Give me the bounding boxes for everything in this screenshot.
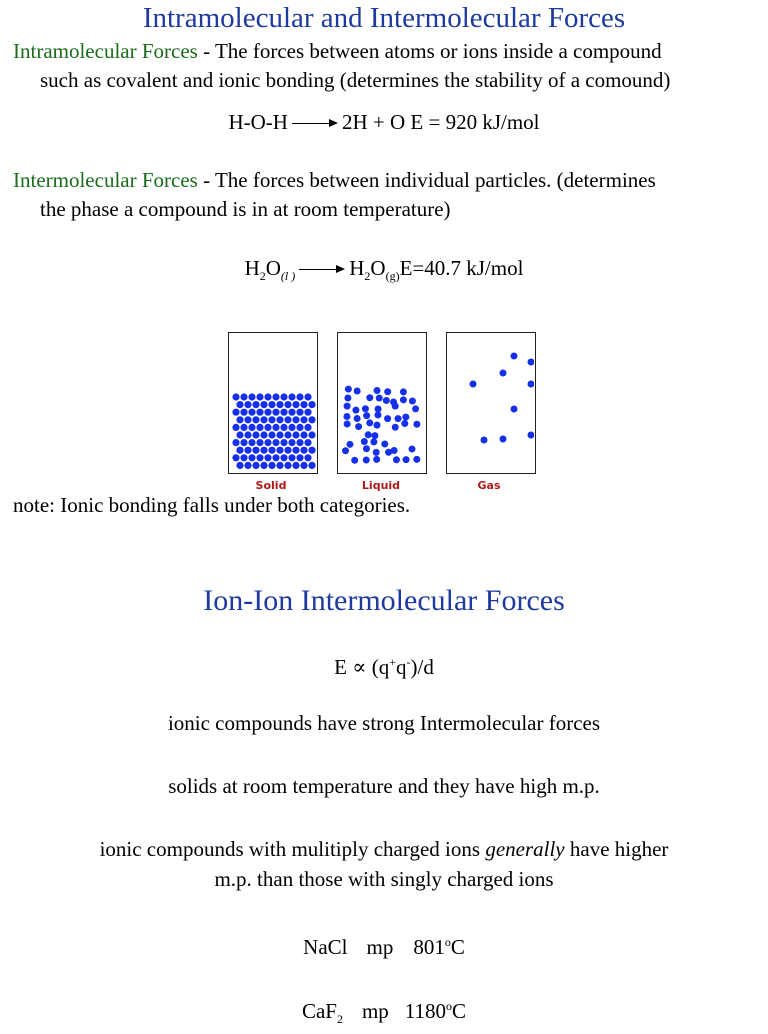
- particle: [232, 393, 239, 400]
- particle: [276, 447, 283, 454]
- note: note: Ionic bonding falls under both categories.: [13, 493, 411, 517]
- particle: [383, 397, 390, 404]
- particle: [276, 416, 283, 423]
- particle: [400, 388, 407, 395]
- particle: [288, 439, 295, 446]
- particle: [384, 415, 391, 422]
- particle: [256, 454, 263, 461]
- particle: [384, 388, 391, 395]
- particle: [272, 439, 279, 446]
- particle: [248, 424, 255, 431]
- particle: [373, 456, 380, 463]
- particle: [363, 412, 370, 419]
- particle: [284, 401, 291, 408]
- reaction-arrow-icon: [299, 265, 345, 275]
- particle: [248, 409, 255, 416]
- particle: [292, 447, 299, 454]
- particle: [354, 388, 361, 395]
- particle: [392, 403, 399, 410]
- formula-sup-minus: -: [406, 655, 411, 669]
- particle: [280, 409, 287, 416]
- particle: [296, 439, 303, 446]
- particle: [232, 424, 239, 431]
- particle: [300, 447, 307, 454]
- particle: [374, 387, 381, 394]
- formula-sup-plus: +: [389, 655, 396, 669]
- eq1-right: 2H + O E = 920 kJ/mol: [341, 110, 540, 134]
- particle: [268, 401, 275, 408]
- particle: [300, 431, 307, 438]
- particle: [354, 415, 361, 422]
- particle: [304, 454, 311, 461]
- particle: [296, 409, 303, 416]
- particle: [366, 394, 373, 401]
- particle: [288, 424, 295, 431]
- particle: [280, 454, 287, 461]
- particle: [395, 415, 402, 422]
- particle: [392, 424, 399, 431]
- formula-prefix: E ∝ (q: [334, 655, 390, 679]
- particle: [365, 431, 372, 438]
- liquid-label: Liquid: [361, 479, 401, 492]
- line3-part-a: ionic compounds with mulitiply charged ions: [99, 837, 486, 861]
- eq2-sub: 2: [259, 269, 266, 284]
- particle: [296, 393, 303, 400]
- line-charged-ions: [0, 835, 768, 864]
- particle: [280, 439, 287, 446]
- nacl-mp: [0, 928, 768, 962]
- particle: [375, 405, 382, 412]
- particle: [391, 447, 398, 454]
- intramolecular-definition: [13, 37, 763, 95]
- particle: [284, 431, 291, 438]
- particle: [256, 424, 263, 431]
- nacl-name: NaCl: [303, 935, 348, 959]
- particle: [403, 456, 410, 463]
- particle: [256, 393, 263, 400]
- particle: [280, 424, 287, 431]
- particle: [373, 449, 380, 456]
- particle: [268, 462, 275, 469]
- particle: [288, 393, 295, 400]
- particle: [268, 416, 275, 423]
- particle: [412, 405, 419, 412]
- particle: [264, 393, 271, 400]
- particle: [300, 462, 307, 469]
- particle: [232, 409, 239, 416]
- particle: [296, 424, 303, 431]
- line3-part-b: have higher: [564, 837, 669, 861]
- particle: [308, 431, 315, 438]
- eq2-state-gas: (g): [385, 269, 400, 284]
- particle: [272, 424, 279, 431]
- line-charged-ions-cont: m.p. than those with singly charged ions: [214, 867, 554, 891]
- eq2-h: H: [349, 256, 365, 280]
- particle: [409, 397, 416, 404]
- particle: [500, 436, 507, 443]
- reaction-arrow-icon: [292, 119, 338, 129]
- particle: [342, 447, 349, 454]
- particle: [260, 431, 267, 438]
- degree-sign: o: [446, 999, 453, 1013]
- particle: [244, 401, 251, 408]
- particle: [272, 393, 279, 400]
- liquid-container: [337, 332, 427, 474]
- particle: [355, 423, 362, 430]
- particle: [402, 414, 409, 421]
- gas-container: [446, 332, 536, 474]
- particle: [252, 416, 259, 423]
- particle: [236, 401, 243, 408]
- particle: [344, 403, 351, 410]
- particle: [284, 462, 291, 469]
- particle: [308, 416, 315, 423]
- particle: [296, 454, 303, 461]
- particle: [500, 370, 507, 377]
- slide2-title: Ion-Ion Intermolecular Forces: [203, 584, 565, 617]
- particle: [256, 439, 263, 446]
- particle: [268, 431, 275, 438]
- particle: [292, 416, 299, 423]
- particle: [280, 393, 287, 400]
- line3-emphasis: generally: [485, 837, 565, 861]
- particle: [248, 393, 255, 400]
- particle: [232, 439, 239, 446]
- particle: [284, 416, 291, 423]
- eq2-sub: 2: [364, 269, 371, 284]
- particle: [236, 431, 243, 438]
- particle: [366, 419, 373, 426]
- particle: [264, 424, 271, 431]
- particle: [371, 432, 378, 439]
- caf2-name: CaF: [301, 999, 337, 1023]
- nacl-temp: 801: [413, 935, 445, 959]
- particle: [304, 393, 311, 400]
- intra-line1: - The forces between atoms or ions inside a compound: [197, 39, 662, 63]
- particle: [381, 441, 388, 448]
- gas-particles: [447, 333, 534, 472]
- particle: [288, 409, 295, 416]
- eq1-left: H-O-H: [228, 110, 288, 134]
- particle: [376, 395, 383, 402]
- intermolecular-definition: [13, 166, 763, 224]
- particle: [288, 454, 295, 461]
- particle: [256, 409, 263, 416]
- equation-vaporization: [0, 254, 768, 291]
- intra-line2: such as covalent and ionic bonding (determines the stability of a comound): [40, 68, 671, 92]
- particle: [363, 445, 370, 452]
- particle: [528, 381, 535, 388]
- particle: [240, 409, 247, 416]
- particle: [264, 409, 271, 416]
- caf2-sub: 2: [336, 1012, 343, 1027]
- particle: [300, 401, 307, 408]
- inter-line2: the phase a compound is in at room temperature): [40, 197, 451, 221]
- particle: [268, 447, 275, 454]
- particle: [344, 394, 351, 401]
- particle: [393, 456, 400, 463]
- formula-q: q: [396, 655, 407, 679]
- particle: [481, 437, 488, 444]
- particle: [401, 420, 408, 427]
- particle: [240, 393, 247, 400]
- solid-label: Solid: [255, 479, 287, 492]
- particle: [470, 381, 477, 388]
- particle: [304, 409, 311, 416]
- particle: [252, 401, 259, 408]
- particle: [260, 416, 267, 423]
- particle: [413, 421, 420, 428]
- particle: [236, 462, 243, 469]
- nacl-mp-label: mp: [366, 935, 394, 959]
- gas-label: Gas: [477, 479, 501, 492]
- particle: [284, 447, 291, 454]
- caf2-unit: C: [452, 999, 467, 1023]
- particle: [276, 462, 283, 469]
- line-solids: solids at room temperature and they have high m.p.: [168, 774, 600, 798]
- particle: [264, 454, 271, 461]
- particle: [260, 447, 267, 454]
- particle: [308, 447, 315, 454]
- particle: [232, 454, 239, 461]
- particle: [374, 422, 381, 429]
- caf2-temp: 1180: [404, 999, 447, 1023]
- particle: [370, 438, 377, 445]
- equation-bond-energy: [0, 108, 768, 137]
- particle: [511, 406, 518, 413]
- nacl-unit: C: [450, 935, 465, 959]
- particle: [272, 409, 279, 416]
- eq2-state-liquid: (l ): [280, 269, 296, 284]
- particle: [346, 441, 353, 448]
- coulomb-formula: [0, 648, 768, 682]
- solid-particles: [229, 333, 316, 472]
- line-strong-forces: ionic compounds have strong Intermolecular forces: [167, 711, 601, 735]
- eq2-o: O: [265, 256, 281, 280]
- formula-suffix: )/d: [410, 655, 434, 679]
- intramolecular-term: Intramolecular Forces: [13, 39, 198, 63]
- particle: [351, 457, 358, 464]
- particle: [345, 386, 352, 393]
- particle: [300, 416, 307, 423]
- particle: [528, 359, 535, 366]
- particle: [362, 405, 369, 412]
- particle: [264, 439, 271, 446]
- particle: [528, 432, 535, 439]
- particle: [260, 462, 267, 469]
- particle: [252, 447, 259, 454]
- particle: [236, 416, 243, 423]
- particle: [363, 456, 370, 463]
- particle: [408, 446, 415, 453]
- particle: [252, 462, 259, 469]
- eq2-o: O: [370, 256, 386, 280]
- particle: [511, 353, 518, 360]
- particle: [244, 462, 251, 469]
- particle: [240, 439, 247, 446]
- caf2-mp: [0, 992, 768, 1034]
- particle: [248, 454, 255, 461]
- particle: [361, 438, 368, 445]
- particle: [244, 431, 251, 438]
- particle: [276, 431, 283, 438]
- particle: [304, 424, 311, 431]
- liquid-particles: [338, 333, 425, 472]
- solid-container: [228, 332, 318, 474]
- particle: [400, 396, 407, 403]
- intermolecular-term: Intermolecular Forces: [13, 168, 198, 192]
- particle: [292, 462, 299, 469]
- degree-sign: o: [444, 935, 451, 949]
- particle: [292, 401, 299, 408]
- inter-line1: - The forces between individual particles. (determines: [197, 168, 656, 192]
- particle: [244, 416, 251, 423]
- particle: [244, 447, 251, 454]
- particle: [276, 401, 283, 408]
- particle: [308, 401, 315, 408]
- particle: [236, 447, 243, 454]
- particle: [343, 413, 350, 420]
- particle: [352, 407, 359, 414]
- caf2-mp-label: mp: [361, 999, 389, 1023]
- eq2-h: H: [244, 256, 260, 280]
- slide1-title: Intramolecular and Intermolecular Forces: [142, 2, 626, 34]
- particle: [304, 439, 311, 446]
- particle: [292, 431, 299, 438]
- particle: [272, 454, 279, 461]
- eq2-energy: E=40.7 kJ/mol: [399, 256, 524, 280]
- particle: [240, 454, 247, 461]
- particle: [308, 462, 315, 469]
- particle: [240, 424, 247, 431]
- particle: [344, 420, 351, 427]
- particle: [374, 411, 381, 418]
- particle: [260, 401, 267, 408]
- particle: [252, 431, 259, 438]
- particle: [248, 439, 255, 446]
- particle: [413, 456, 420, 463]
